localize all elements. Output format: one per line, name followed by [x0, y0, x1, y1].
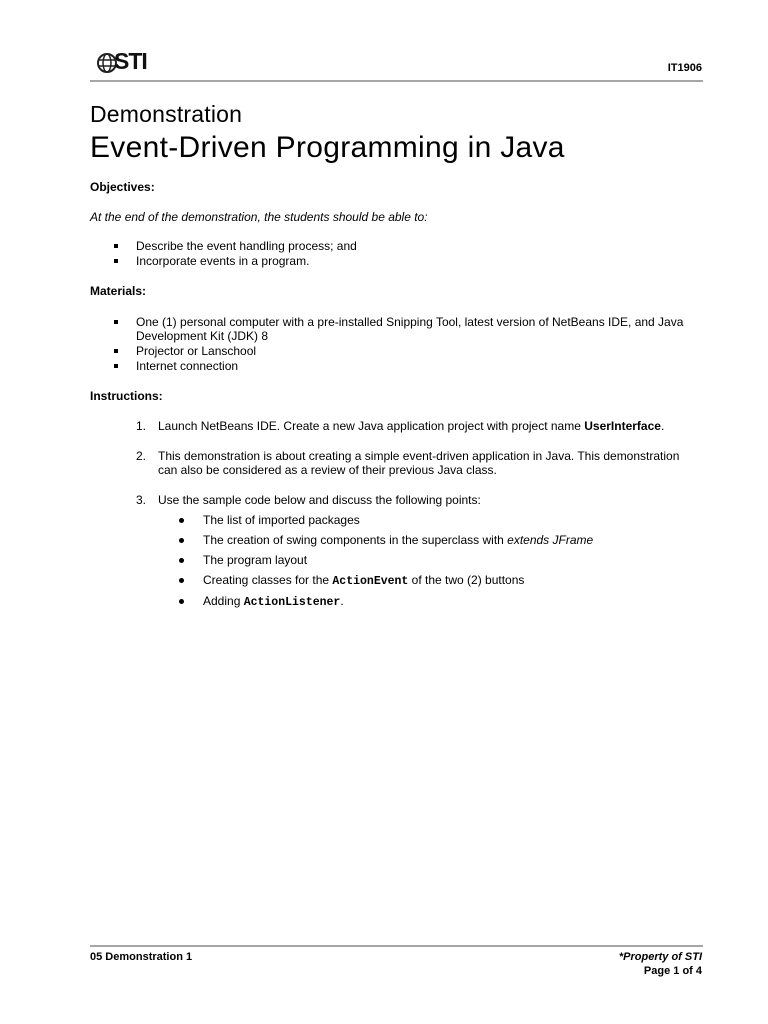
discussion-point: [203, 533, 593, 547]
bullet-icon: [179, 558, 184, 563]
objectives-intro: At the end of the demonstration, the students should be able to:: [90, 210, 428, 224]
header-divider: [90, 80, 703, 82]
step-1-body: Launch NetBeans IDE. Create a new Java application project with project name: [158, 419, 585, 433]
material-item-continued: Development Kit (JDK) 8: [136, 329, 269, 343]
step-1-end: .: [660, 419, 665, 433]
discussion-point: The program layout: [203, 553, 308, 567]
discussion-point-emphasis: extends JFrame: [507, 533, 594, 547]
bullet-icon: [114, 320, 118, 324]
sti-logo: [96, 50, 156, 76]
bullet-icon: [114, 259, 118, 263]
bullet-icon: [114, 349, 118, 353]
discussion-point-text: Adding: [203, 594, 244, 608]
logo-text: STI: [114, 48, 147, 74]
step-2-line-2: can also be considered as a review of their previous Java class.: [158, 463, 497, 477]
discussion-point-text: The creation of swing components in the superclass with: [203, 533, 508, 547]
material-item: Projector or Lanschool: [136, 344, 257, 358]
objectives-heading: Objectives:: [90, 180, 155, 194]
discussion-point-text: Creating classes for the: [203, 573, 333, 587]
code-actionevent: ActionEvent: [332, 575, 409, 588]
materials-heading: Materials:: [90, 284, 147, 298]
bullet-icon: [179, 538, 184, 543]
bullet-icon: [114, 244, 118, 248]
material-item: Internet connection: [136, 359, 239, 373]
step-2-line-1: This demonstration is about creating a simple event-driven application in Java. This demonstration: [158, 449, 680, 463]
discussion-point: The list of imported packages: [203, 513, 360, 527]
project-name: UserInterface: [584, 419, 661, 433]
material-item: One (1) personal computer with a pre-installed Snipping Tool, latest version of NetBeans IDE, and Java: [136, 315, 684, 329]
footer-divider: [90, 945, 703, 947]
discussion-point-end: of the two (2) buttons: [408, 573, 525, 587]
footer-page-number: Page 1 of 4: [643, 965, 702, 977]
bullet-icon: [179, 518, 184, 523]
discussion-point-end: .: [340, 594, 344, 608]
step-1-text: [158, 419, 664, 433]
step-number: 1.: [136, 419, 147, 433]
document-title: Event-Driven Programming in Java: [90, 131, 565, 164]
document-subtitle: Demonstration: [90, 101, 243, 127]
document-code: IT1906: [667, 62, 702, 74]
footer-module: 05 Demonstration 1: [90, 951, 193, 963]
step-number: 3.: [136, 493, 147, 507]
step-3-text: Use the sample code below and discuss the following points:: [158, 493, 481, 507]
step-number: 2.: [136, 449, 147, 463]
discussion-point: [203, 573, 524, 589]
objective-item: Incorporate events in a program.: [136, 254, 310, 268]
bullet-icon: [179, 578, 184, 583]
objective-item: Describe the event handling process; and: [136, 239, 357, 253]
discussion-point: [203, 594, 344, 610]
bullet-icon: [179, 599, 184, 604]
bullet-icon: [114, 364, 118, 368]
code-actionlistener: ActionListener: [243, 596, 341, 609]
instructions-heading: Instructions:: [90, 389, 163, 403]
footer-property: *Property of STI: [618, 951, 702, 963]
